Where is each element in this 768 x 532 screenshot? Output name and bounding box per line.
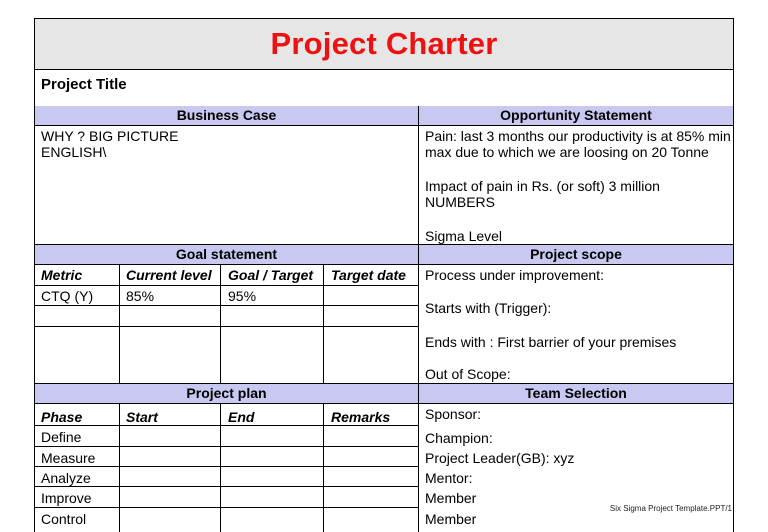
grid-line [35,425,418,426]
goal-col-date: Target date [331,267,406,283]
goal-statement-header: Goal statement [35,245,418,265]
opportunity-line4: NUMBERS [425,194,496,210]
team-sponsor: Sponsor: [425,406,482,422]
plan-col-phase: Phase [41,409,83,425]
business-case-line1: WHY ? BIG PICTURE [41,128,179,144]
grid-line [35,507,418,508]
grid-line [323,265,324,385]
team-champion: Champion: [425,430,493,446]
plan-col-end: End [228,409,255,425]
grid-line [35,446,418,447]
grid-line [35,466,418,467]
page-title: Project Charter [270,26,498,61]
scope-line1: Process under improvement: [425,267,604,283]
grid-line [220,265,221,385]
opportunity-line3: Impact of pain in Rs. (or soft) 3 million [425,178,660,194]
phase-analyze: Analyze [41,470,91,486]
project-title-row [35,70,733,107]
scope-line4: Out of Scope: [425,366,511,382]
team-mentor: Mentor: [425,470,473,486]
business-case-header: Business Case [35,106,418,126]
grid-line [35,486,418,487]
grid-line [35,285,418,286]
project-charter-sheet [34,18,734,532]
opportunity-line2: max due to which we are loosing on 20 Tonne [425,144,709,160]
team-selection-header: Team Selection [419,384,733,404]
grid-line [119,404,120,532]
goal-metric-value: CTQ (Y) [41,288,94,304]
team-member-2: Member [425,511,477,527]
plan-col-remarks: Remarks [331,409,391,425]
phase-define: Define [41,429,82,445]
plan-col-start: Start [126,409,158,425]
scope-line2: Starts with (Trigger): [425,300,552,316]
project-scope-header: Project scope [419,245,733,265]
opportunity-line1: Pain: last 3 months our productivity is at 85% min [425,128,731,144]
grid-line [35,326,418,327]
opportunity-line5: Sigma Level [425,228,503,244]
grid-line [35,305,418,306]
project-plan-header: Project plan [35,384,418,404]
team-project-leader: Project Leader(GB): xyz [425,450,575,466]
goal-col-current: Current level [126,267,212,283]
goal-current-value: 85% [126,288,155,304]
title-band [35,19,733,70]
grid-line [323,404,324,532]
opportunity-header: Opportunity Statement [419,106,733,126]
scope-line3: Ends with : First barrier of your premises [425,334,677,350]
goal-target-value: 95% [228,288,257,304]
center-divider [418,106,419,532]
footer-template-label: Six Sigma Project Template.PPT/1 [609,504,732,513]
grid-line [119,265,120,385]
team-member-1: Member [425,490,477,506]
phase-improve: Improve [41,490,92,506]
business-case-line2: ENGLISH\ [41,144,107,160]
phase-measure: Measure [41,450,96,466]
goal-col-metric: Metric [41,267,83,283]
grid-line [220,404,221,532]
goal-col-target: Goal / Target [228,267,314,283]
phase-control: Control [41,511,87,527]
project-title-label: Project Title [41,76,127,93]
